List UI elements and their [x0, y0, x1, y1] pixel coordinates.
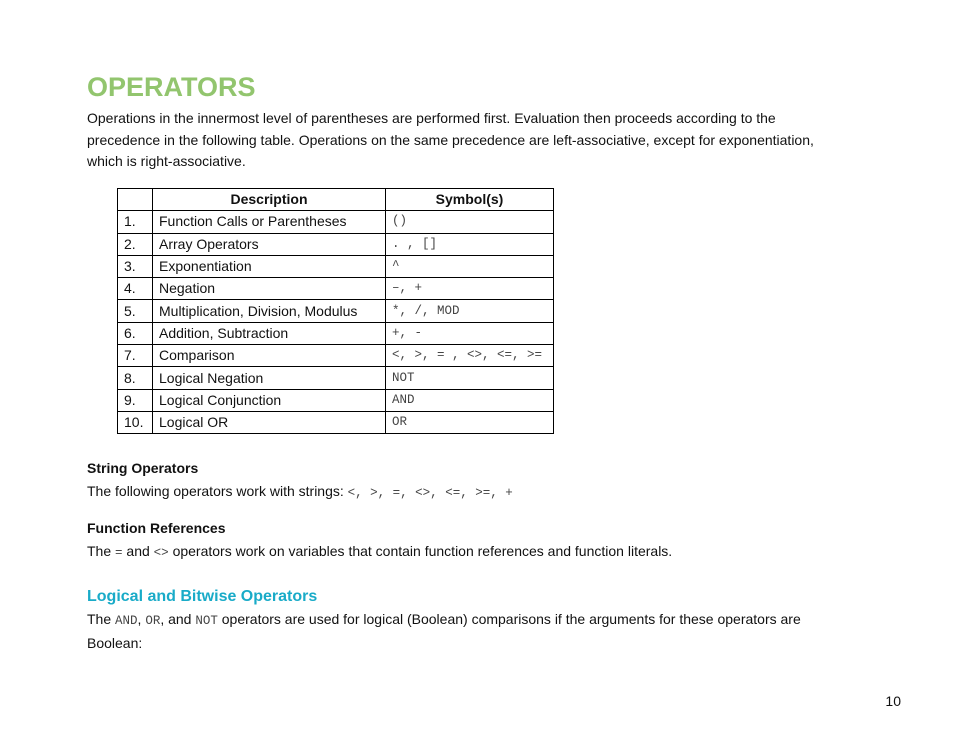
- logical-bitwise-text: [87, 609, 847, 654]
- row-number: 3.: [118, 255, 153, 277]
- string-operators-text: [87, 481, 847, 505]
- function-references-text: [87, 541, 847, 565]
- row-description: Addition, Subtraction: [153, 322, 386, 344]
- logical-text-4: operators are used for logical (Boolean) comparisons if the arguments for these operators are Boolean:: [87, 611, 801, 651]
- string-operators-heading: String Operators: [87, 460, 199, 476]
- function-references-text-2: and: [122, 543, 154, 559]
- table-row: [118, 322, 554, 344]
- header-number: [118, 189, 153, 211]
- row-symbols: (): [386, 211, 554, 233]
- row-description: Multiplication, Division, Modulus: [153, 300, 386, 322]
- row-symbols: OR: [386, 411, 554, 433]
- table-row: [118, 367, 554, 389]
- table-row: [118, 345, 554, 367]
- string-operators-lead: The following operators work with strings:: [87, 483, 348, 499]
- row-description: Comparison: [153, 345, 386, 367]
- table-row: [118, 233, 554, 255]
- table-header-row: [118, 189, 554, 211]
- row-symbols: *, /, MOD: [386, 300, 554, 322]
- logical-text-3: , and: [160, 611, 196, 627]
- header-symbols: Symbol(s): [386, 189, 554, 211]
- table-row: [118, 300, 554, 322]
- row-number: 9.: [118, 389, 153, 411]
- logical-text-2: ,: [137, 611, 146, 627]
- operator-precedence-table: [117, 188, 554, 434]
- row-description: Function Calls or Parentheses: [153, 211, 386, 233]
- row-symbols: –, +: [386, 278, 554, 300]
- function-references-text-1: The: [87, 543, 116, 559]
- row-number: 2.: [118, 233, 153, 255]
- row-description: Negation: [153, 278, 386, 300]
- page-title: OPERATORS: [87, 72, 256, 102]
- row-description: Logical OR: [153, 411, 386, 433]
- row-number: 4.: [118, 278, 153, 300]
- logical-text-1: The: [87, 611, 116, 627]
- table-row: [118, 255, 554, 277]
- row-number: 10.: [118, 411, 153, 433]
- row-symbols: ^: [386, 255, 554, 277]
- string-operators-symbols: <, >, =, <>, <=, >=, +: [347, 486, 513, 500]
- equals-operator: =: [115, 546, 123, 560]
- not-keyword: NOT: [195, 614, 218, 628]
- row-description: Exponentiation: [153, 255, 386, 277]
- function-references-heading: Function References: [87, 520, 226, 536]
- page-number: 10: [885, 693, 901, 709]
- row-number: 6.: [118, 322, 153, 344]
- or-keyword: OR: [145, 614, 161, 628]
- and-keyword: AND: [115, 614, 138, 628]
- row-description: Array Operators: [153, 233, 386, 255]
- row-number: 5.: [118, 300, 153, 322]
- row-symbols: NOT: [386, 367, 554, 389]
- table-row: [118, 389, 554, 411]
- row-number: 1.: [118, 211, 153, 233]
- function-references-text-3: operators work on variables that contain function references and function literals.: [168, 543, 673, 559]
- row-number: 7.: [118, 345, 153, 367]
- logical-bitwise-heading: Logical and Bitwise Operators: [87, 588, 318, 605]
- row-symbols: <, >, = , <>, <=, >=: [386, 345, 554, 367]
- table-row: [118, 211, 554, 233]
- header-description: Description: [153, 189, 386, 211]
- table-row: [118, 411, 554, 433]
- row-description: Logical Conjunction: [153, 389, 386, 411]
- row-symbols: . , []: [386, 233, 554, 255]
- row-description: Logical Negation: [153, 367, 386, 389]
- row-number: 8.: [118, 367, 153, 389]
- not-equal-operator: <>: [153, 546, 169, 560]
- row-symbols: AND: [386, 389, 554, 411]
- table-row: [118, 278, 554, 300]
- intro-paragraph: Operations in the innermost level of parentheses are performed first. Evaluation then proceeds according to the precedence in the following table. Operations on the same precedence are left-associative, except for exponentiation, which is right-associative.: [87, 110, 814, 169]
- row-symbols: +, -: [386, 322, 554, 344]
